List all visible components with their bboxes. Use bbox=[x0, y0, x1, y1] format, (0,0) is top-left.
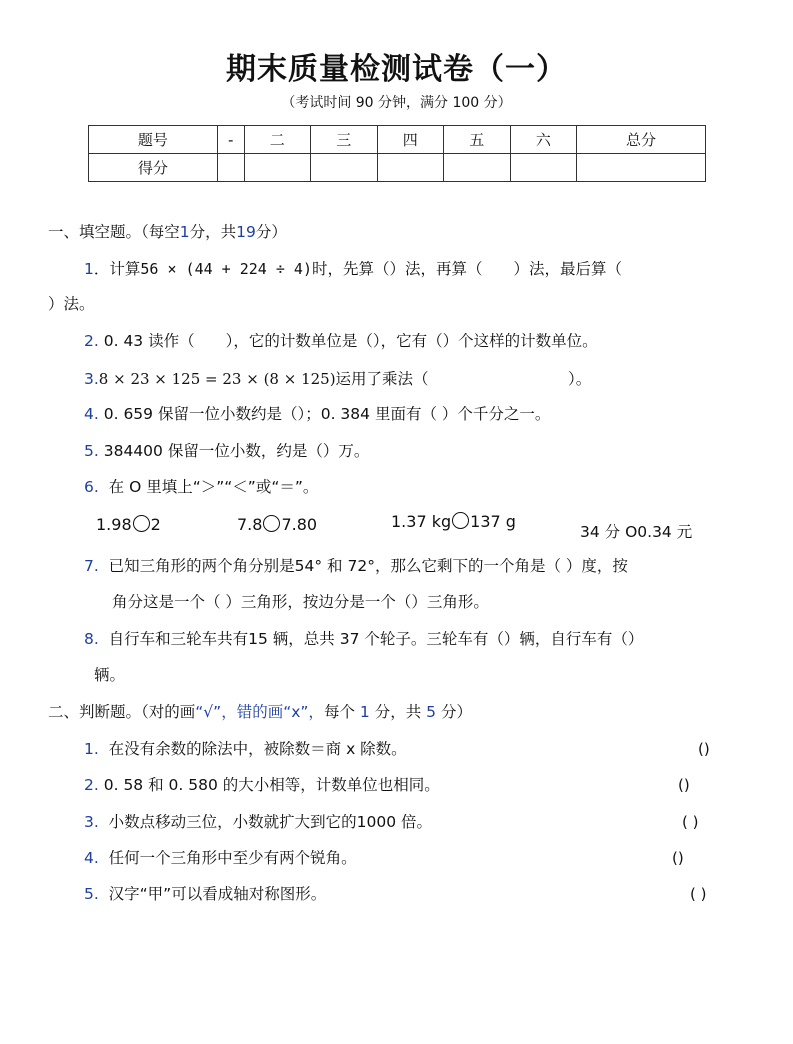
score-header-cell: - bbox=[217, 126, 244, 154]
score-cell[interactable] bbox=[510, 154, 577, 182]
question-6: 6. 在 O 里填上“＞”“＜”或“＝”。 bbox=[84, 478, 319, 496]
score-cell[interactable] bbox=[377, 154, 444, 182]
score-cell[interactable] bbox=[217, 154, 244, 182]
score-cell[interactable] bbox=[311, 154, 378, 182]
judge-item-1: 1. 在没有余数的除法中，被除数＝商 x 除数。 bbox=[84, 740, 407, 758]
answer-paren-5[interactable]: ( ) bbox=[690, 885, 707, 903]
exam-info: （考试时间 90 分钟，满分 100 分） bbox=[281, 95, 512, 111]
score-header-cell: 总分 bbox=[577, 126, 706, 154]
question-2: 2. 0. 43 读作（ ），它的计数单位是（），它有（）个这样的计数单位。 bbox=[84, 332, 598, 350]
q3-expression: 8 × 23 × 125 = 23 × (8 × 125) bbox=[98, 370, 336, 388]
compare-item-4: 34 分 O0.34 元 bbox=[580, 523, 693, 541]
answer-circle[interactable] bbox=[452, 512, 469, 529]
question-1-continued: ）法。 bbox=[48, 295, 95, 313]
compare-item-3: 1.37 kg 137 g bbox=[391, 512, 516, 531]
question-4: 4. 0. 659 保留一位小数约是（）；0. 384 里面有（ ）个千分之一。 bbox=[84, 405, 551, 423]
answer-circle[interactable] bbox=[263, 515, 280, 532]
compare-item-2: 7.8 7.80 bbox=[237, 515, 318, 534]
score-header-cell: 二 bbox=[244, 126, 311, 154]
score-header-cell: 五 bbox=[444, 126, 511, 154]
score-cell[interactable] bbox=[244, 154, 311, 182]
answer-circle[interactable] bbox=[133, 515, 150, 532]
answer-paren-3[interactable]: ( ) bbox=[682, 813, 699, 831]
judge-item-2: 2. 0. 58 和 0. 580 的大小相等，计数单位也相同。 bbox=[84, 776, 440, 794]
answer-paren-2[interactable]: () bbox=[678, 776, 690, 794]
score-header-cell: 四 bbox=[377, 126, 444, 154]
score-table-score-row bbox=[89, 154, 706, 182]
answer-paren-4[interactable]: () bbox=[672, 849, 684, 867]
section-1-heading: 一、填空题。（每空1分，共19分） bbox=[48, 223, 287, 241]
score-header-cell: 题号 bbox=[89, 126, 218, 154]
q1-expression: 56 × (44 + 224 ÷ 4) bbox=[140, 260, 312, 278]
question-7-continued: 角分这是一个（ ）三角形，按边分是一个（）三角形。 bbox=[112, 593, 489, 611]
score-header-cell: 三 bbox=[311, 126, 378, 154]
compare-item-1: 1.98 2 bbox=[96, 515, 161, 534]
question-7: 7. 已知三角形的两个角分别是54° 和 72°，那么它剩下的一个角是（ ）度，按 bbox=[84, 557, 628, 575]
score-row-label: 得分 bbox=[89, 154, 218, 182]
score-header-cell: 六 bbox=[510, 126, 577, 154]
answer-paren-1[interactable]: () bbox=[698, 740, 710, 758]
question-5: 5. 384400 保留一位小数，约是（）万。 bbox=[84, 442, 370, 460]
question-1: 1．计算56 × (44 + 224 ÷ 4)时，先算（）法，再算（ ）法，最后算（ bbox=[84, 260, 622, 278]
section-2-heading: 二、判断题。（对的画“√”，错的画“x”，每个 1 分，共 5 分） bbox=[48, 703, 472, 721]
score-cell[interactable] bbox=[577, 154, 706, 182]
judge-item-5: 5. 汉字“甲”可以看成轴对称图形。 bbox=[84, 885, 327, 903]
judge-item-3: 3. 小数点移动三位，小数就扩大到它的1000 倍。 bbox=[84, 813, 433, 831]
question-3: 3.8 × 23 × 125 = 23 × (8 × 125)运用了乘法（ ）。 bbox=[84, 370, 592, 388]
score-table bbox=[88, 125, 706, 182]
question-8-continued: 辆。 bbox=[94, 666, 126, 684]
page-title: 期末质量检测试卷（一） bbox=[226, 52, 567, 87]
score-cell[interactable] bbox=[444, 154, 511, 182]
question-8: 8. 自行车和三轮车共有15 辆，总共 37 个轮子。三轮车有（）辆，自行车有（） bbox=[84, 630, 644, 648]
score-table-header-row bbox=[89, 126, 706, 154]
judge-item-4: 4. 任何一个三角形中至少有两个锐角。 bbox=[84, 849, 357, 867]
